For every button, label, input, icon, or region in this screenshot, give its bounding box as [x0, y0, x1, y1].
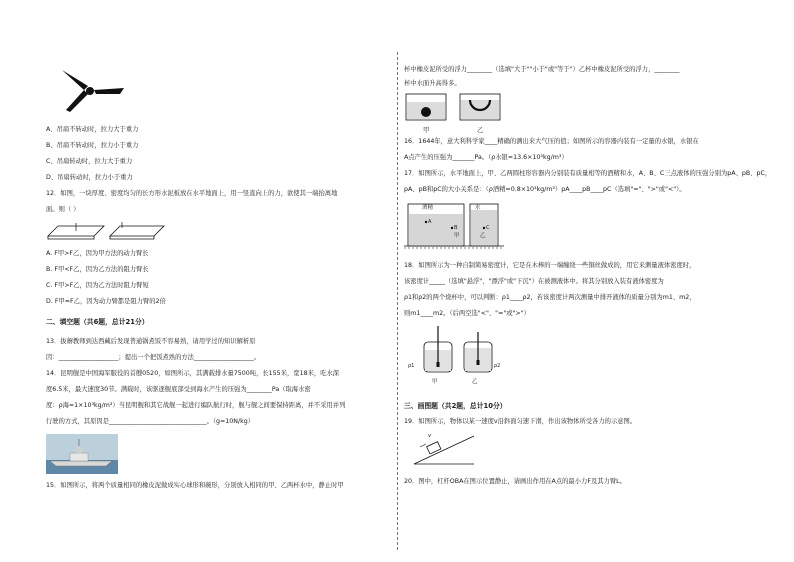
section-heading: 三、画图题（共2题，总计10分） — [404, 402, 507, 410]
figure-label: ρ2 — [494, 363, 501, 369]
question-text: 度6.5米，最大速度30节。满载时，该驱逐舰底部受到海水产生的压强为________Pa（取海水密 — [46, 386, 311, 393]
question-text: 15．如图所示，将两个质量相同的橡皮泥做成实心球形和碗形，分别放入相同的甲、乙两杯水中，静止时甲 — [46, 482, 344, 489]
question-text: 13．拔蘑教师到达西藏后发现普通锅煮饭不容易熟，请用学过的知识解析原 — [46, 338, 256, 345]
question-text: 因：___________________；提出一个把饭煮熟的方法___________________。 — [46, 354, 261, 361]
option-text: D、吊扇转动时，拉力小于重力 — [46, 174, 133, 181]
question-text: 19．如图所示，物体以某一速度v沿斜面匀速下滑，作出该物体所受各力的示意图。 — [404, 418, 637, 425]
figure-label: 乙 — [477, 127, 484, 134]
figure-label: 乙 — [472, 379, 478, 385]
question-text: 杯中橡皮泥所受的浮力________（选填"大于""小于"或"等于"）乙杯中橡皮泥所受的浮力，________ — [404, 66, 680, 73]
question-text: 20．图中，杠杆OBA在图示位置静止，请画出作用在A点的最小力F及其力臂L。 — [404, 478, 626, 485]
figure-label: 酒精 — [422, 205, 434, 211]
section-heading: 二、填空题（共6题，总计21分） — [46, 318, 149, 326]
question-text: 18．如图所示为一种自制简易密度计，它是在木棒的一端缠绕一些铜丝做成的，用它来测量液体密度时， — [404, 262, 696, 269]
option-text: D. F甲=F乙，因为动力臂都是阻力臂的2倍 — [46, 298, 166, 305]
figure-label: 乙 — [480, 233, 486, 239]
question-text: 度：ρ海=1×10³kg/m³）当昆明舰和其它战舰一起进行编队航行时，舰与舰之间要保持距离，并不采用并列 — [46, 402, 346, 409]
question-text: 12．如图，一块厚度、密度均匀的长方形水泥板放在水平地面上，用一竖直向上的力，欲使其一端抬离地 — [46, 190, 338, 197]
question-text: 该密度计_____（选填"悬浮"、"漂浮"或"下沉"）在被测液体中。将其分别放入装有液体密度为 — [404, 278, 664, 285]
question-text: pA、pB和pC的大小关系是：（ρ酒精=0.8×10³kg/m³）pA____pB____pC（选填"="、">"或"<"）。 — [404, 186, 686, 193]
option-text: B. F甲<F乙，因为乙方法的阻力臂长 — [46, 266, 149, 273]
ceiling-fan-figure — [58, 66, 128, 116]
incline-figure — [412, 430, 478, 468]
question-text: 行驶的方式，其原因是_______________________________。（g=10N/kg） — [46, 418, 255, 425]
question-text: 16．1644年，意大利科学家____精确的测出来大气压的值；如图所示的容器内装有一定量的水银，水银在 — [404, 138, 699, 145]
option-text: C、吊扇转动时，拉力大于重力 — [46, 158, 133, 165]
figure-label: A — [428, 219, 432, 225]
column-divider — [397, 52, 398, 550]
question-text: 14．昆明舰是中国海军服役的首艘0520，如图所示，其满载排水量7500吨，长155米，宽18米，吃水深 — [46, 370, 340, 377]
question-text: 17．如图所示，水平地面上，甲、乙两圆柱形容器内分别装有质量相等的酒精和水，A、B、C三点液体的压强分别为pA、pB、pC， — [404, 170, 772, 177]
question-text: ρ1和ρ2的两个烧杯中，可以判断：ρ1____ρ2，若该密度计两次测量中排开液体的质量分别为m1、m2， — [404, 294, 696, 301]
option-text: A. F甲>F乙，因为甲方法的动力臂长 — [46, 250, 149, 257]
figure-label: 甲 — [454, 233, 460, 239]
figure-label: ρ1 — [408, 363, 415, 369]
question-text: 杯中水面升高得多。 — [404, 80, 461, 87]
beakers-figure — [404, 92, 504, 128]
question-text: A点产生的压强为_______Pa。（ρ水银=13.6×10³kg/m³） — [404, 154, 568, 161]
question-text: 则m1____m2。（后两空选"<"、"="或">"） — [404, 310, 530, 317]
hydrometer-figure — [418, 322, 502, 378]
warship-photo — [46, 434, 118, 474]
figure-label: v — [428, 433, 432, 439]
question-text: 面。则（ ） — [46, 206, 80, 213]
figure-label: B — [454, 225, 458, 231]
figure-label: C — [486, 225, 490, 231]
figure-label: 甲 — [432, 379, 438, 385]
figure-label: 水 — [475, 205, 481, 211]
option-text: C. F甲>F乙，因为乙方法时阻力臂短 — [46, 282, 149, 289]
option-text: A、吊扇不转动时，拉力大于重力 — [46, 126, 139, 133]
figure-label: 甲 — [423, 127, 430, 134]
option-text: B、吊扇不转动时，拉力小于重力 — [46, 142, 139, 149]
slab-figure — [46, 222, 166, 244]
